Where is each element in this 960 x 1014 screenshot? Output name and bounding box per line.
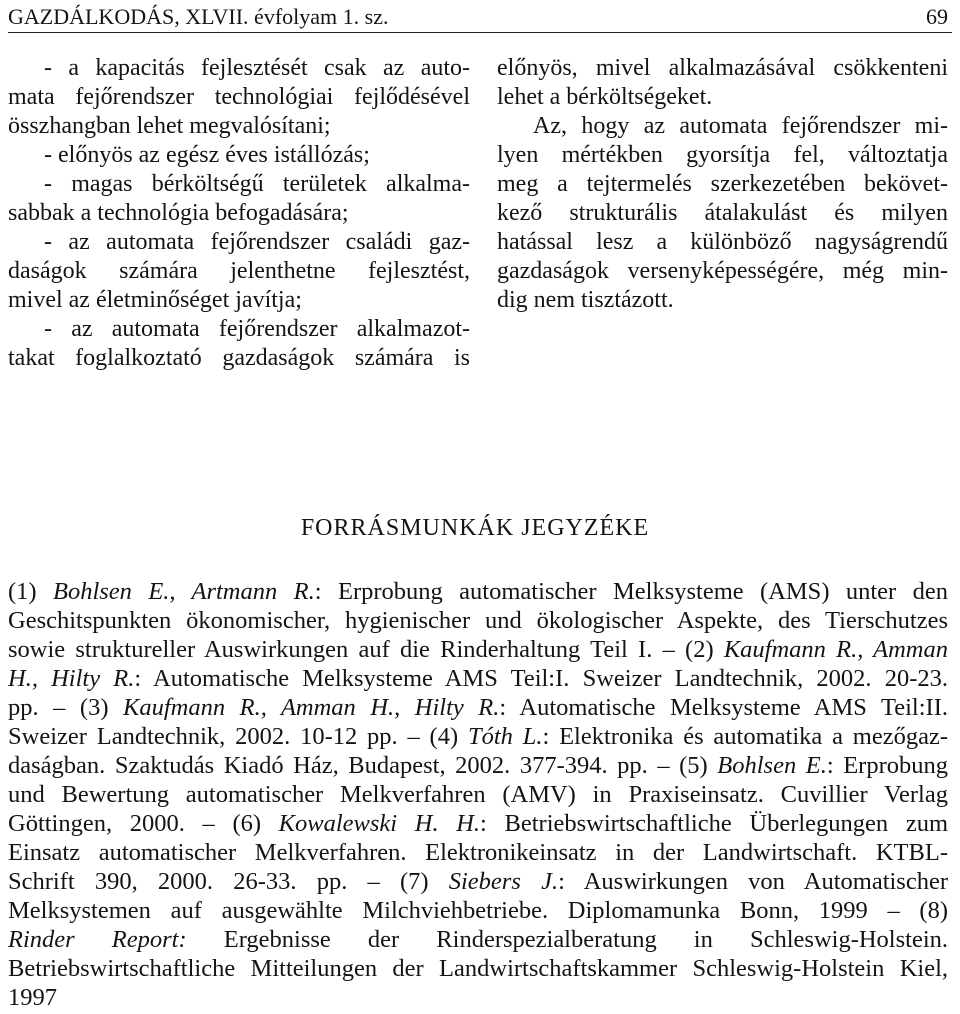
reference-authors: Kowalewski H. H. [278,810,481,837]
right-column [497,54,948,315]
reference-text: : Automatische Melksysteme AMS Teil:I. Sweizer Landtechnik, 2002. 20-23. [134,665,948,692]
reference-text: und Bewertung automatischer Melkverfahren (AMV) in Praxiseinsatz. Cuvillier Verlag [8,781,948,808]
left-column-line: mivel az életminőséget javítja; [8,287,302,313]
reference-text: (1) [8,578,53,605]
reference-text: Einsatz automatischer Melkverfahren. Elektronikeinsatz in der Landwirtschaft. KTBL- [8,839,948,866]
reference-text: : Automatische Melksysteme AMS Teil:II. [499,694,948,721]
reference-text: Melksystemen auf ausgewählte Milchviehbetriebe. Diplomamunka Bonn, 1999 – (8) [8,897,948,924]
right-column-line: Az, hogy az automata fejőrendszer mi- [533,113,948,139]
header-rule [8,32,952,33]
reference-line [8,693,948,722]
left-column [8,54,470,373]
right-column-line: lehet a bérköltségeket. [497,84,713,110]
right-column-line: meg a tejtermelés szerkezetében bekövet- [497,171,948,197]
reference-line [8,722,948,751]
left-column-line: - előnyös az egész éves istállózás; [44,142,370,168]
reference-authors: Siebers J. [448,868,559,895]
right-column-line: kező strukturális átalakulást és milyen [497,200,948,226]
reference-text: : Auswirkungen von Automatischer [558,868,948,895]
reference-text: sowie struktureller Auswirkungen auf die Rinderhaltung Teil I. – (2) [8,636,724,663]
references-heading: FORRÁSMUNKÁK JEGYZÉKE [300,515,650,541]
reference-text: Sweizer Landtechnik, 2002. 10-12 pp. – (4) [8,723,468,750]
reference-line [8,606,948,635]
reference-text: : Erprobung [826,752,948,779]
reference-line [8,867,948,896]
page-number: 69 [926,4,948,29]
reference-text: Schrift 390, 2000. 26-33. pp. – (7) [8,868,449,895]
reference-line [8,780,948,809]
reference-text: : Betriebswirtschaftliche Überlegungen zum [480,810,948,837]
left-column-line: - az automata fejőrendszer alkalmazot- [44,316,470,342]
reference-text: Göttingen, 2000. – (6) [8,810,279,837]
right-column-line: dig nem tisztázott. [497,287,674,313]
reference-authors: Bohlsen E. [717,752,827,779]
reference-authors: H., Hilty R. [8,665,135,692]
left-column-line: - az automata fejőrendszer családi gaz- [44,229,470,255]
journal-title: GAZDÁLKODÁS, XLVII. évfolyam 1. sz. [8,4,389,29]
left-column-line: mata fejőrendszer technológiai fejlődésével [8,84,470,110]
reference-line [8,635,948,664]
left-column-line: takat foglalkoztató gazdaságok számára is [8,345,470,371]
left-column-line: sabbak a technológia befogadására; [8,200,349,226]
reference-line [8,751,948,780]
reference-text: 1997 [8,984,57,1011]
reference-text: Geschitspunkten ökonomischer, hygienischer und ökologischer Aspekte, des Tierschutzes [8,607,948,634]
reference-line [8,664,948,693]
reference-text: Betriebswirtschaftliche Mitteilungen der Landwirtschaftskammer Schleswig-Holstein Kiel, [8,955,948,982]
right-column-line: gazdaságok versenyképességére, még min- [497,258,948,284]
reference-line [8,983,948,1012]
reference-text: : Erprobung automatischer Melksysteme (AMS) unter den [314,578,948,605]
reference-authors: Tóth L. [467,723,543,750]
running-head [8,3,950,31]
reference-line [8,954,948,983]
right-column-line: lyen mértékben gyorsítja fel, változtatja [497,142,948,168]
left-column-line: - a kapacitás fejlesztését csak az auto- [44,55,470,81]
reference-title: Rinder Report: [8,926,187,953]
right-column-line: hatással lesz a különböző nagyságrendű [497,229,948,255]
reference-authors: Kaufmann R., Amman [723,636,948,663]
reference-text: Ergebnisse der Rinderspezialberatung in Schleswig-Holstein. [186,926,948,953]
left-column-line: daságok számára jelenthetne fejlesztést, [8,258,470,284]
reference-text: pp. – (3) [8,694,124,721]
reference-line [8,925,948,954]
reference-line [8,577,948,606]
left-column-line: összhangban lehet megvalósítani; [8,113,331,139]
reference-authors: Kaufmann R., Amman H., Hilty R. [123,694,500,721]
reference-line [8,809,948,838]
left-column-line: - magas bérköltségű területek alkalma- [44,171,470,197]
references-list [8,577,948,1012]
reference-line [8,896,948,925]
reference-text: : Elektronika és automatika a mezőgaz- [542,723,948,750]
reference-text: daságban. Szaktudás Kiadó Ház, Budapest, 2002. 377-394. pp. – (5) [8,752,718,779]
reference-authors: Bohlsen E., Artmann R. [52,578,315,605]
reference-line [8,838,948,867]
right-column-line: előnyös, mivel alkalmazásával csökkenteni [497,55,948,81]
